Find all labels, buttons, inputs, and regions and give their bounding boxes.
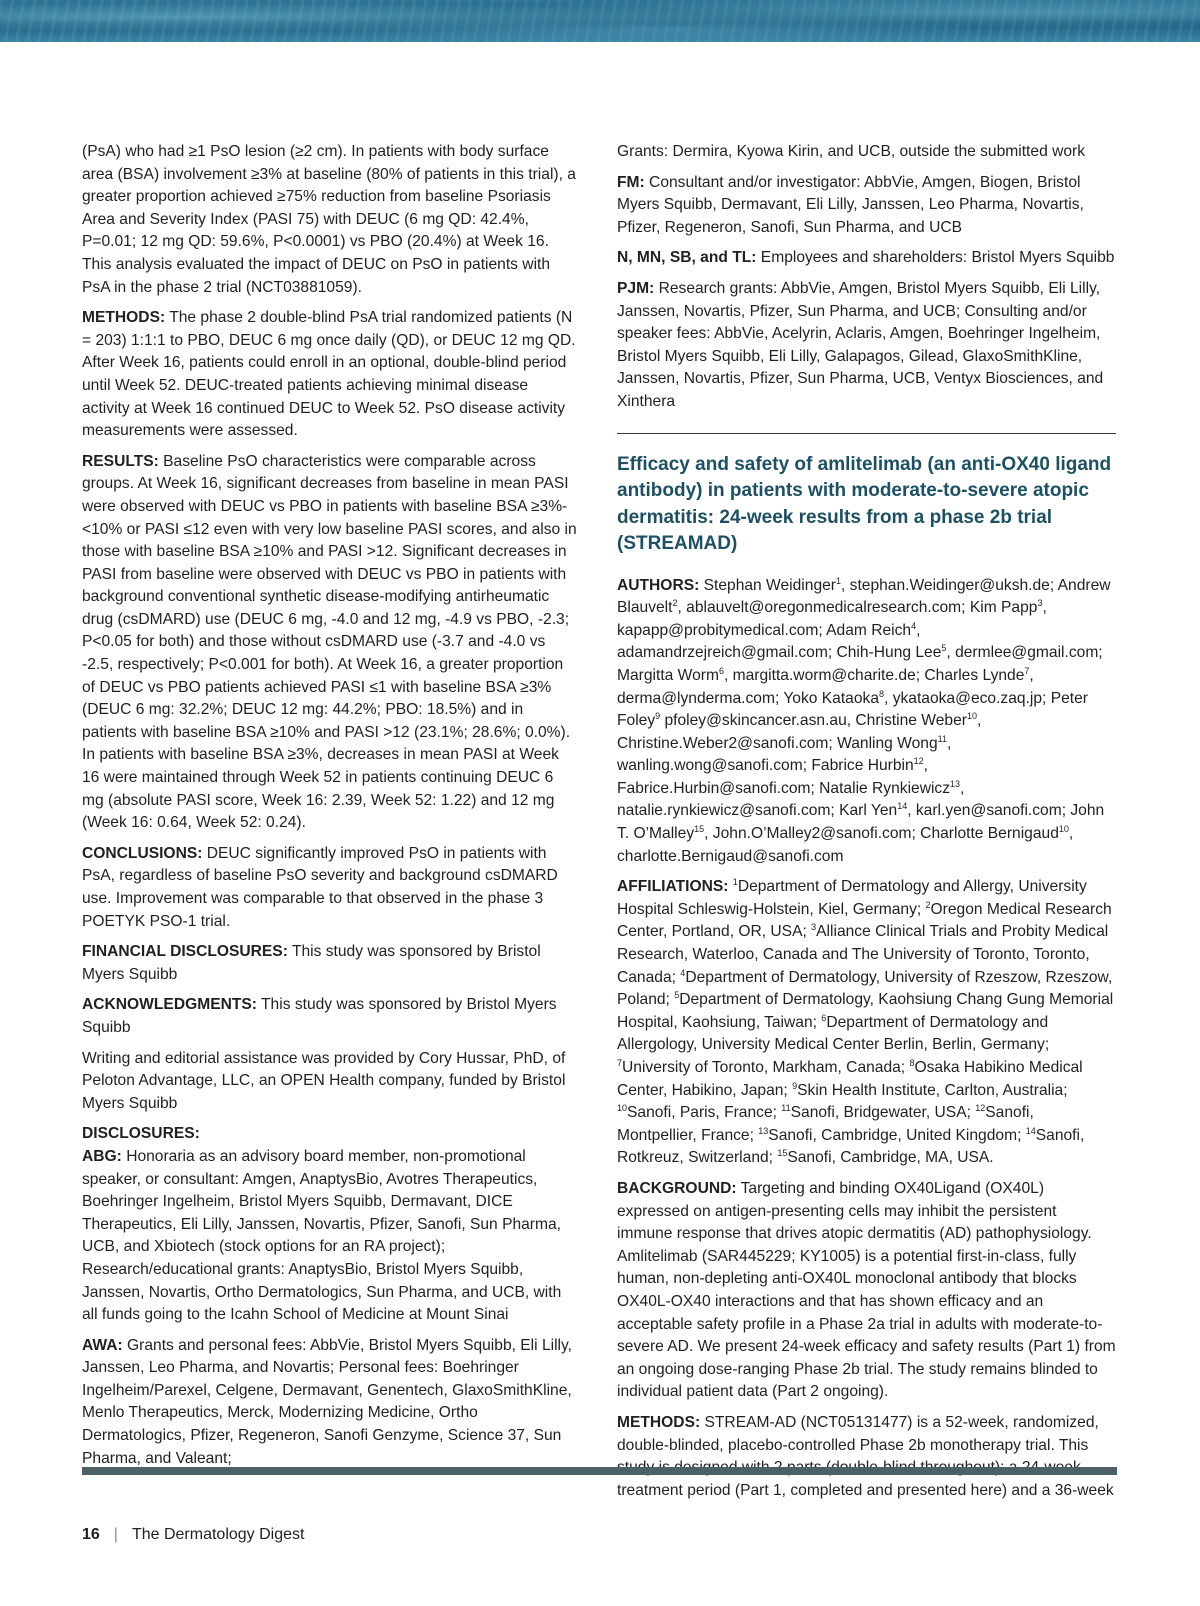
- text-segment: , ykataoka@eco.zaq.jp; Peter Foley: [617, 689, 1088, 730]
- ack-text: This study was sponsored by Bristol Myers Squibb: [82, 996, 557, 1036]
- right-column: [617, 141, 1116, 1510]
- methods-text: The phase 2 double-blind PsA trial randomized patients (N = 203) 1:1:1 to PBO, DEUC 6 mg once daily (QD), or DEUC 12 mg QD. After Week 16, patients could enroll in an optional, double-blind period until Week 52. DEUC-treated patients achieving minimal disease activity at Week 16 continued DEUC to Week 52. PsO disease activity measurements were assessed.: [82, 309, 576, 440]
- article-title: Efficacy and safety of amlitelimab (an anti-OX40 ligand antibody) in patients with moderate-to-severe atopic dermatitis: 24-week results from a phase 2b trial (STREAMAD): [617, 453, 1112, 555]
- text-segment: , adamandrzejreich@gmail.com; Chih-Hung Lee: [617, 621, 942, 662]
- superscript-ref: 7: [1024, 665, 1030, 676]
- section-divider: [617, 433, 1116, 434]
- text-segment: Department of Dermatology and Allergy, University Hospital Schleswig-Holstein, Kiel, Germany;: [617, 878, 1087, 918]
- conclusions-paragraph: [82, 843, 579, 933]
- pjm-text: Research grants: AbbVie, Amgen, Bristol Myers Squibb, Eli Lilly, Janssen, Novartis, Pfizer, Sun Pharma, and UCB; Consulting and/or speaker fees: AbbVie, Acelyrin, Aclaris, Amgen, Boehringer Ingelheim, Bristol Myers Squibb, Eli Lilly, Galapagos, Gilead, GlaxoSmithKline, Janssen, Novartis, Pfizer, Sun Pharma, UCB, Ventyx Biosciences, and Xinthera: [617, 279, 1104, 410]
- footer-bar: [82, 1467, 1117, 1475]
- financial-text: This study was sponsored by Bristol Myers Squibb: [82, 943, 541, 983]
- text-segment: Sanofi, Rotkreuz, Switzerland;: [617, 1126, 1085, 1167]
- superscript-ref: 8: [879, 688, 885, 699]
- superscript-ref: 11: [937, 733, 947, 744]
- superscript-ref: 9: [655, 710, 661, 721]
- writing-paragraph: Writing and editorial assistance was provided by Cory Hussar, PhD, of Peloton Advantage, LLC, an OPEN Health company, funded by Bristol Myers Squibb: [82, 1049, 566, 1112]
- methods-label: METHODS:: [82, 309, 166, 327]
- affiliations-label: AFFILIATIONS:: [617, 878, 729, 896]
- superscript-ref: 4: [911, 620, 917, 631]
- superscript-ref: 5: [674, 990, 680, 1001]
- superscript-ref: 2: [672, 597, 678, 608]
- footer-separator: |: [113, 1526, 118, 1543]
- publication-name: The Dermatology Digest: [131, 1526, 305, 1543]
- authors-text: [617, 577, 1111, 865]
- superscript-ref: 15: [694, 823, 705, 834]
- text-segment: Sanofi, Bridgewater, USA;: [790, 1104, 976, 1122]
- text-segment: University of Toronto, Markham, Canada;: [622, 1059, 910, 1076]
- results-paragraph: [82, 451, 579, 835]
- superscript-ref: 9: [792, 1080, 798, 1091]
- abg-text: Honoraria as an advisory board member, non-promotional speaker, or consultant: Amgen, AnaptysBio, Avotres Therapeutics, Boehringer Ingelheim, Bristol Myers Squibb, Dermavant, DICE Therapeutics, Eli Lilly, Janssen, Novartis, Pfizer, Sanofi, Sun Pharma, UCB, and Xbiotech (stock options for an RA project); Research/educational grants: AnaptysBio, Bristol Myers Squibb, Janssen, Novartis, Ortho Dermatologics, Sun Pharma, and UCB, with all funds going to the Icahn School of Medicine at Mount Sinai: [82, 1147, 562, 1324]
- superscript-ref: 2: [925, 899, 931, 910]
- text-segment: Department of Dermatology, University of Rzeszow, Rzeszow, Poland;: [617, 968, 1113, 1009]
- financial-paragraph: [82, 941, 579, 986]
- superscript-ref: 12: [913, 756, 924, 767]
- superscript-ref: 7: [617, 1057, 623, 1068]
- affiliations-paragraph: [617, 876, 1116, 1170]
- pjm-label: PJM:: [617, 279, 655, 297]
- pjm-paragraph: [617, 278, 1116, 414]
- methods-paragraph: [82, 307, 579, 443]
- superscript-ref: 12: [975, 1103, 986, 1113]
- superscript-ref: 10: [1058, 823, 1069, 834]
- text-segment: Department of Dermatology, Kaohsiung Chang Gung Memorial Hospital, Kaohsiung, Taiwan;: [617, 991, 1114, 1031]
- disclosures-heading: DISCLOSURES:: [82, 1125, 200, 1143]
- text-segment: , stephan.Weidinger@uksh.de; Andrew Blauvelt: [617, 576, 1111, 617]
- background-paragraph: [617, 1178, 1116, 1404]
- superscript-ref: 6: [718, 665, 724, 676]
- grants-continued: Grants: Dermira, Kyowa Kirin, and UCB, outside the submitted work: [617, 143, 1085, 160]
- fm-text: Consultant and/or investigator: AbbVie, Amgen, Biogen, Bristol Myers Squibb, Dermavant, Eli Lilly, Janssen, Leo Pharma, Novartis, Pfizer, Regeneron, Sanofi, Sun Pharma, and UCB: [617, 173, 1084, 236]
- text-segment: Skin Health Institute, Carlton, Australia;: [797, 1081, 1068, 1099]
- page-number: 16: [82, 1526, 100, 1543]
- text-segment: , karl.yen@sanofi.com; John T. O’Malley: [617, 802, 1105, 843]
- superscript-ref: 4: [680, 967, 686, 978]
- text-segment: pfoley@skincancer.asn.au, Christine Weber: [660, 712, 967, 730]
- nmst-paragraph: [617, 247, 1116, 270]
- superscript-ref: 8: [909, 1057, 915, 1068]
- superscript-ref: 6: [821, 1012, 827, 1023]
- header-water-banner: [0, 0, 1200, 42]
- text-segment: , Fabrice.Hurbin@sanofi.com; Natalie Rynkiewicz: [617, 757, 951, 797]
- affiliations-text: [617, 878, 1113, 1166]
- page-footer: [82, 1524, 304, 1546]
- superscript-ref: 10: [617, 1103, 628, 1113]
- abg-label: ABG:: [82, 1147, 122, 1165]
- text-segment: , wanling.wong@sanofi.com; Fabrice Hurbin: [617, 734, 952, 775]
- methods2-paragraph: [617, 1412, 1116, 1502]
- intro-paragraph: (PsA) who had ≥1 PsO lesion (≥2 cm). In patients with body surface area (BSA) involvement ≥3% at baseline (80% of patients in this trial), a greater proportion achieved ≥75% reduction from baseline Psoriasis Area and Severity Index (PASI 75) with DEUC (6 mg QD: 42.4%, P=0.01; 12 mg QD: 59.6%, P<0.0001) vs PBO (20.4%) at Week 16. This analysis evaluated the impact of DEUC on PsO in patients with PsA in the phase 2 trial (NCT03881059).: [82, 143, 576, 296]
- methods2-text: STREAM-AD (NCT05131477) is a 52-week, randomized, double-blinded, placebo-controlled Phase 2b monotherapy trial. This treatment period (Part 1, completed and presented here) and a 36-week: [617, 1413, 1114, 1499]
- superscript-ref: 3: [1037, 597, 1043, 608]
- superscript-ref: 15: [777, 1148, 788, 1159]
- text-segment: Sanofi, Cambridge, United Kingdom;: [768, 1126, 1026, 1144]
- text-segment: , John.O’Malley2@sanofi.com; Charlotte Bernigaud: [704, 825, 1059, 843]
- superscript-ref: 13: [758, 1125, 769, 1136]
- text-segment: Osaka Habikino Medical Center, Habikino, Japan;: [617, 1059, 1083, 1099]
- text-segment: , dermlee@gmail.com; Margitta Worm: [617, 644, 1103, 684]
- results-text: Baseline PsO characteristics were comparable across groups. At Week 16, significant decreases from baseline in mean PASI were observed with DEUC vs PBO in patients with baseline BSA ≥3%-<10% or PASI ≤12 even with very low baseline PASI scores, and also in those with baseline BSA ≥10% and PASI >12. Significant decreases in PASI from baseline were observed with DEUC vs PBO in patients with background conventional synthetic disease-modifying antirheumatic drug (csDMARD) use (DEUC 6 mg, -4.0 and 12 mg, -4.9 vs PBO, -2.3; P<0.05 for both) and those without csDMARD use (-3.7 and -4.0 vs -2.5, respectively; P<0.001 for both). At Week 16, a greater proportion of DEUC vs PBO patients achieved PASI ≤1 with baseline BSA ≥3% (DEUC 6 mg: 32.2%; DEUC 12 mg: 44.2%; PBO: 18.5%) and in patients with baseline BSA ≥10% and PASI >12 (23.1%; 28.6%; 0.0%). In patients with baseline BSA ≥3%, decreases in mean PASI at Week 16 were maintained through Week 52 in patients continuing DEUC 6 mg (absolute PASI score, Week 16: 2.39, Week 52: 1.22) and 12 mg (Week 16: 0.64, Week 52: 0.24).: [82, 452, 577, 832]
- fm-label: FM:: [617, 173, 645, 191]
- fm-paragraph: [617, 172, 1116, 240]
- text-segment: , Christine.Weber2@sanofi.com; Wanling Wong: [617, 712, 982, 752]
- ack-paragraph: [82, 994, 579, 1039]
- text-segment: Oregon Medical Research Center, Portland, OR, USA;: [617, 900, 1112, 941]
- results-label: RESULTS:: [82, 452, 159, 470]
- text-segment: Sanofi, Paris, France;: [627, 1104, 782, 1122]
- ack-label: ACKNOWLEDGMENTS:: [82, 996, 257, 1014]
- awa-label: AWA:: [82, 1336, 123, 1354]
- text-segment: , kapapp@probitymedical.com; Adam Reich: [617, 599, 1047, 639]
- superscript-ref: 3: [811, 922, 817, 933]
- text-segment: , margitta.worm@charite.de; Charles Lynde: [723, 666, 1025, 684]
- methods2-label: METHODS:: [617, 1413, 701, 1431]
- left-column: [82, 141, 579, 1478]
- authors-label: AUTHORS:: [617, 576, 700, 594]
- superscript-ref: 14: [1025, 1125, 1036, 1136]
- superscript-ref: 13: [950, 778, 961, 789]
- text-segment: , natalie.rynkiewicz@sanofi.com; Karl Yen: [617, 779, 965, 820]
- superscript-ref: 10: [966, 710, 977, 721]
- superscript-ref: 11: [781, 1103, 791, 1113]
- text-segment: , derma@lynderma.com; Yoko Kataoka: [617, 666, 1034, 707]
- text-segment: , charlotte.Bernigaud@sanofi.com: [617, 825, 1074, 865]
- superscript-ref: 1: [732, 877, 738, 888]
- conclusions-label: CONCLUSIONS:: [82, 844, 203, 862]
- background-label: BACKGROUND:: [617, 1179, 737, 1197]
- financial-label: FINANCIAL DISCLOSURES:: [82, 943, 288, 961]
- text-segment: Alliance Clinical Trials and Probity Medical Research, Waterloo, Canada and The University of Toronto, Toronto, Canada;: [617, 923, 1109, 986]
- text-segment: Department of Dermatology and Allergology, University Medical Center Berlin, Berlin, Germany;: [617, 1013, 1050, 1054]
- awa-paragraph: [82, 1335, 579, 1471]
- text-segment: Stephan Weidinger: [699, 576, 836, 594]
- nmst-label: N, MN, SB, and TL:: [617, 249, 757, 267]
- text-segment: Sanofi, Cambridge, MA, USA.: [787, 1149, 994, 1167]
- superscript-ref: 1: [835, 575, 841, 586]
- abg-paragraph: [82, 1146, 579, 1327]
- superscript-ref: 5: [941, 643, 947, 654]
- authors-paragraph: [617, 575, 1116, 869]
- nmst-text: Employees and shareholders: Bristol Myers Squibb: [756, 249, 1115, 267]
- text-segment: , ablauvelt@oregonmedicalresearch.com; Kim Papp: [677, 599, 1038, 617]
- background-text: Targeting and binding OX40Ligand (OX40L) expressed on antigen-presenting cells may inhibit the persistent immune response that drives atopic dermatitis (AD) pathophysiology. Amlitelimab (SAR445229; KY1005) is a potential first-in-class, fully human, non-depleting anti-OX40L monoclonal antibody that blocks OX40L-OX40 interactions and that has shown efficacy and an acceptable safety profile in a Phase 2a trial in adults with moderate-to-severe AD. We present 24-week efficacy and safety results (Part 1) from an ongoing dose-ranging Phase 2b trial. The study remains blinded to individual patient data (Part 2 ongoing).: [617, 1179, 1116, 1401]
- conclusions-text: DEUC significantly improved PsO in patients with PsA, regardless of baseline PsO severity and background csDMARD use. Improvement was comparable to that observed in the phase 3 POETYK PSO-1 trial.: [82, 844, 558, 930]
- text-segment: Sanofi, Montpellier, France;: [617, 1104, 1034, 1144]
- awa-text: Grants and personal fees: AbbVie, Bristol Myers Squibb, Eli Lilly, Janssen, Leo Pharma, and Novartis; Personal fees: Boehringer Ingelheim/Parexel, Celgene, Dermavant, Genentech, GlaxoSmithKline, Menlo Therapeutics, Merck, Modernizing Medicine, Ortho Dermatologics, Pfizer, Regeneron, Sanofi Genzyme, Science 37, Sun Pharma, and Valeant;: [82, 1336, 572, 1467]
- superscript-ref: 14: [897, 801, 908, 812]
